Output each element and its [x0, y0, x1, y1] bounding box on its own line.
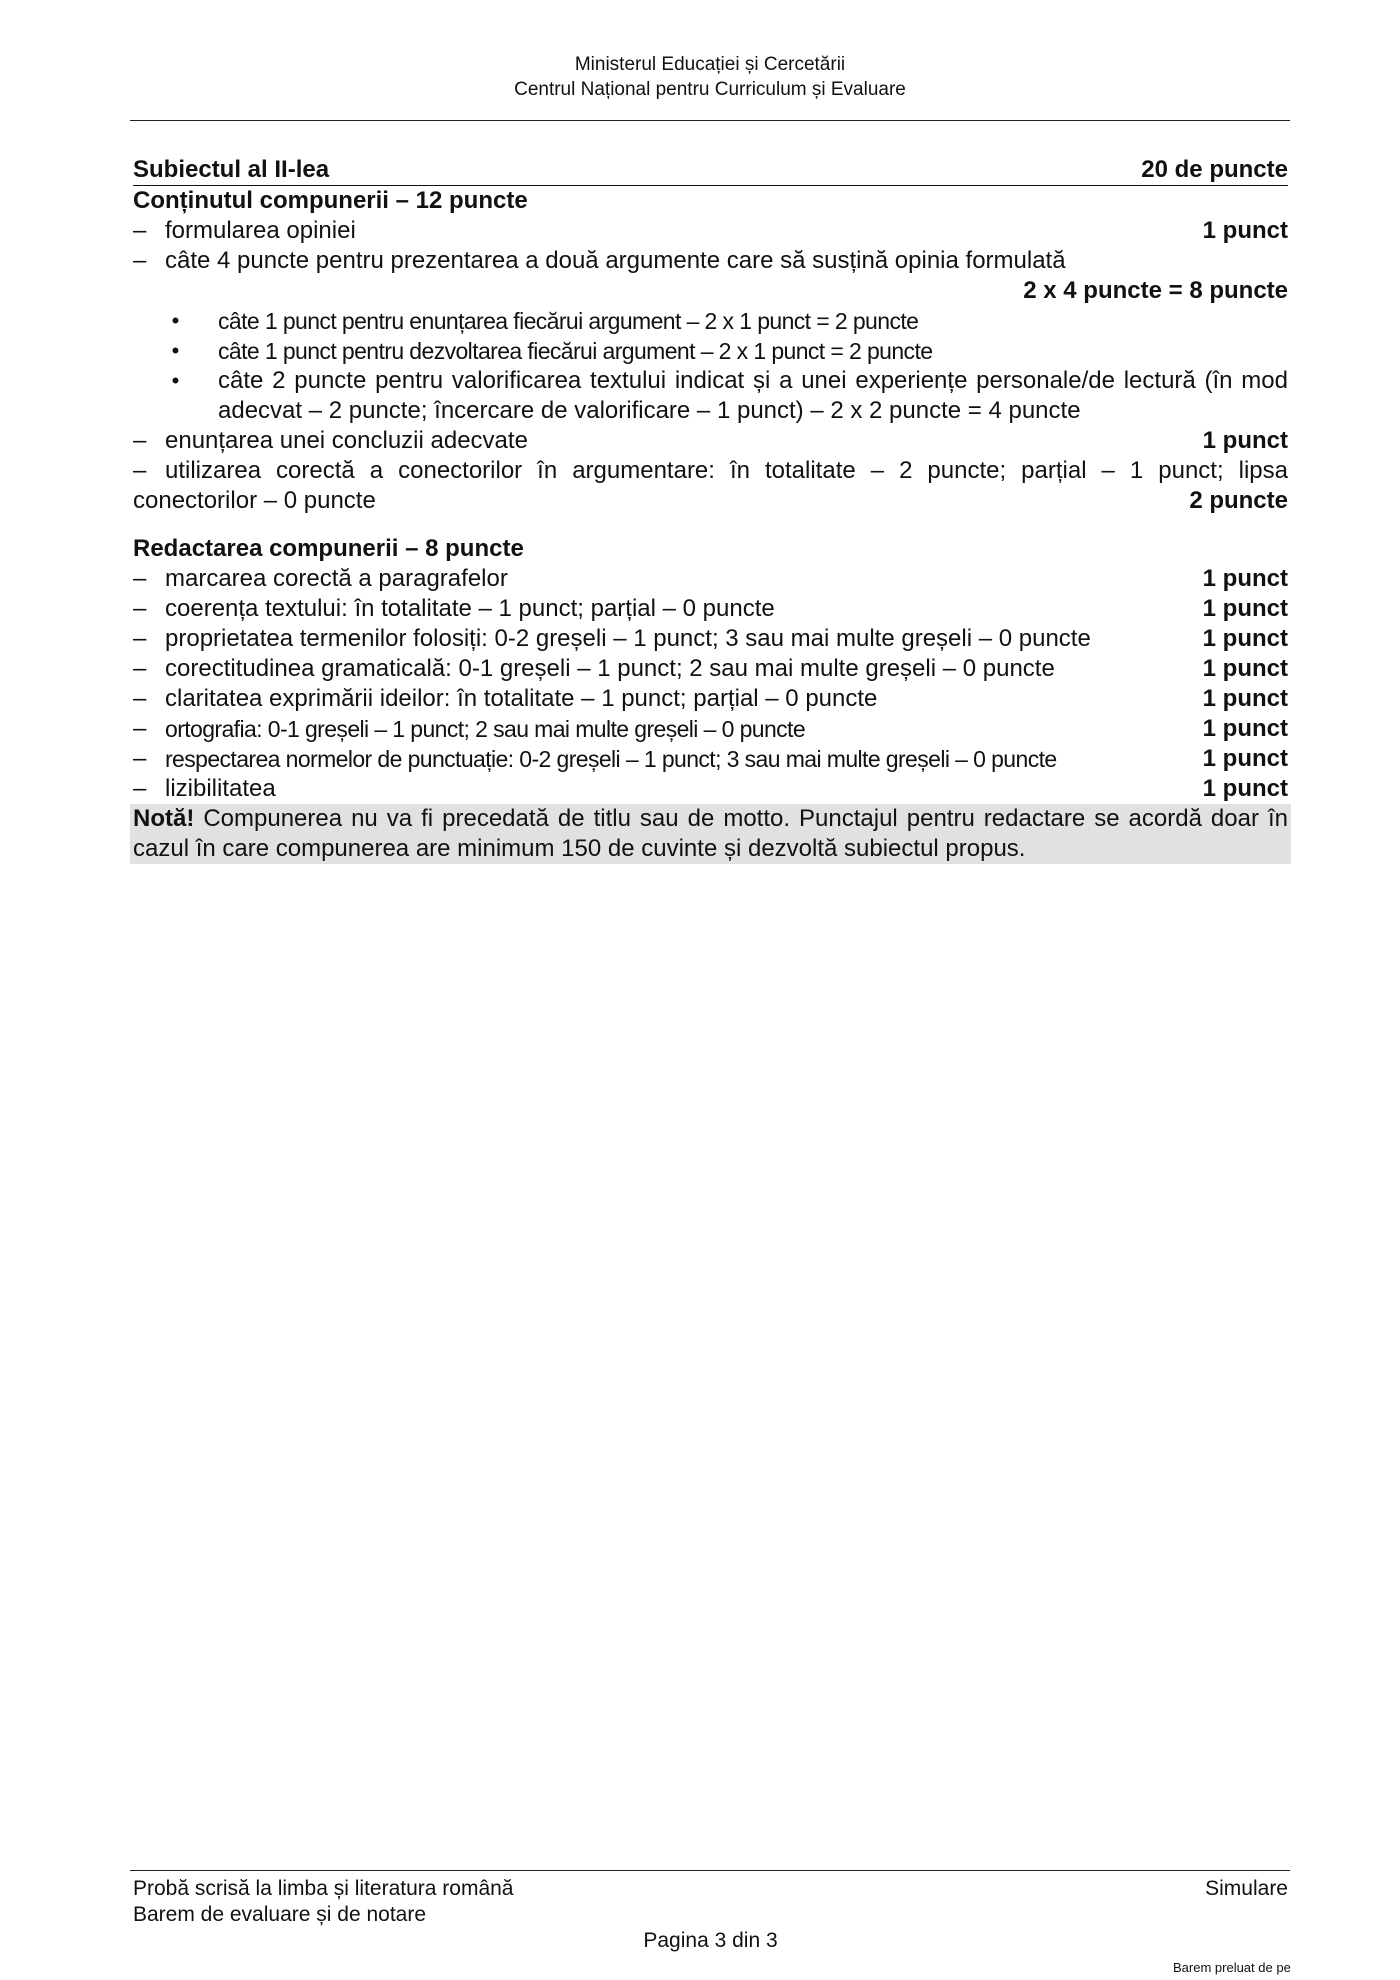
grading-content — [133, 155, 1288, 864]
redactare-text: coerența textului: în totalitate – 1 punct; parțial – 0 puncte — [165, 595, 775, 622]
note-label: Notă! — [133, 805, 195, 832]
redactare-row — [133, 744, 1288, 774]
redactare-heading: Redactarea compunerii – 8 puncte — [133, 535, 524, 562]
redactare-row — [133, 594, 1288, 624]
redactare-points: 1 punct — [1202, 655, 1288, 682]
dash-marker: – — [133, 217, 147, 244]
criterion-text: enunțarea unei concluzii adecvate — [165, 427, 528, 454]
dash-marker: – — [133, 247, 147, 274]
bullet-item — [133, 366, 1288, 426]
header-center: Centrul Național pentru Curriculum și Evaluare — [514, 79, 906, 100]
subject-title: Subiectul al II-lea — [133, 156, 330, 183]
redactare-points: 1 punct — [1202, 745, 1288, 772]
dash-marker: – — [133, 775, 147, 802]
redactare-points: 1 punct — [1202, 595, 1288, 622]
bullet-icon: • — [171, 308, 180, 333]
redactare-points: 1 punct — [1202, 625, 1288, 652]
bullet-icon: • — [171, 368, 180, 393]
dash-marker: – — [133, 685, 147, 712]
redactare-points: 1 punct — [1202, 715, 1288, 742]
redactare-text: marcarea corectă a paragrafelor — [165, 565, 508, 592]
redactare-row — [133, 564, 1288, 594]
footer-exam-name: Probă scrisă la limba și literatura română — [133, 1877, 514, 1900]
redactare-points: 1 punct — [1202, 565, 1288, 592]
dash-marker: – — [133, 625, 147, 652]
bullet-item — [133, 306, 1288, 336]
redactare-text: proprietatea termenilor folosiți: 0-2 greșeli – 1 punct; 3 sau mai multe greșeli – 0 puncte — [165, 625, 1091, 652]
note-box — [130, 804, 1291, 864]
dash-marker: – — [133, 595, 147, 622]
subject-title-row — [133, 155, 1288, 186]
argument-bullet-list — [133, 306, 1288, 426]
redactare-row — [133, 654, 1288, 684]
criterion-points: 2 x 4 puncte = 8 puncte — [1023, 277, 1288, 304]
bullet-icon: • — [171, 338, 180, 363]
note-text: Compunerea nu va fi precedată de titlu sau de motto. Punctajul pentru redactare se acordă doar în cazul în care compunerea are minimum 150 de cuvinte și dezvoltă subiectul propus. — [133, 805, 1288, 862]
header-ministry: Ministerul Educației și Cercetării — [574, 54, 846, 75]
criterion-points: 1 punct — [1202, 427, 1288, 454]
source-credit: Barem preluat de pe — [1173, 1960, 1291, 1975]
dash-marker: – — [133, 715, 147, 742]
footer-session: Simulare — [1205, 1877, 1288, 1900]
criterion-points: 2 puncte — [1189, 487, 1288, 514]
document-header — [130, 52, 1290, 102]
page-number: Pagina 3 din 3 — [643, 1929, 778, 1952]
criterion-text: utilizarea corectă a conectorilor în argumentare: în totalitate – 2 puncte; parțial – 1 punct; lipsa conectorilor – 0 puncte — [133, 457, 1288, 514]
redactare-row — [133, 684, 1288, 714]
criterion-row — [133, 246, 1288, 276]
dash-marker: – — [133, 427, 147, 454]
redactare-text: respectarea normelor de punctuație: 0-2 greșeli – 1 punct; 3 sau mai multe greșeli – 0 puncte — [165, 746, 1057, 772]
dash-marker: – — [133, 565, 147, 592]
dash-marker: – — [133, 655, 147, 682]
redactare-list — [133, 564, 1288, 804]
redactare-points: 1 punct — [1202, 775, 1288, 802]
footer-barem-label: Barem de evaluare și de notare — [133, 1903, 427, 1926]
criterion-text: formularea opiniei — [165, 217, 356, 244]
dash-marker: – — [133, 745, 147, 772]
redactare-row — [133, 714, 1288, 744]
dash-marker: – — [133, 457, 147, 484]
redactare-text: claritatea exprimării ideilor: în totalitate – 1 punct; parțial – 0 puncte — [165, 685, 878, 712]
redactare-text: lizibilitatea — [165, 775, 276, 802]
criterion-row — [133, 426, 1288, 456]
footer-divider — [130, 1870, 1290, 1871]
redactare-text: corectitudinea gramaticală: 0-1 greșeli – 1 punct; 2 sau mai multe greșeli – 0 puncte — [165, 655, 1055, 682]
redactare-text: ortografia: 0-1 greșeli – 1 punct; 2 sau mai multe greșeli – 0 puncte — [165, 716, 806, 742]
subject-points: 20 de puncte — [1141, 156, 1288, 183]
document-footer — [133, 1876, 1288, 1952]
redactare-points: 1 punct — [1202, 685, 1288, 712]
criterion-points: 1 punct — [1202, 217, 1288, 244]
content-heading: Conținutul compunerii – 12 puncte — [133, 187, 528, 214]
redactare-row — [133, 774, 1288, 804]
bullet-text: câte 2 puncte pentru valorificarea textului indicat și a unei experiențe personale/de lectură (în mod adecvat – 2 puncte; încercare de valorificare – 1 punct) – 2 x 2 puncte = 4 puncte — [218, 367, 1288, 424]
bullet-text: câte 1 punct pentru dezvoltarea fiecărui argument – 2 x 1 punct = 2 puncte — [218, 338, 933, 364]
bullet-item — [133, 336, 1288, 366]
criterion-row — [133, 216, 1288, 246]
criterion-text: câte 4 puncte pentru prezentarea a două argumente care să susțină opinia formulată — [165, 247, 1066, 274]
criterion-row-connectors — [133, 456, 1288, 516]
header-divider — [130, 120, 1290, 121]
redactare-row — [133, 624, 1288, 654]
bullet-text: câte 1 punct pentru enunțarea fiecărui argument – 2 x 1 punct = 2 puncte — [218, 308, 919, 334]
